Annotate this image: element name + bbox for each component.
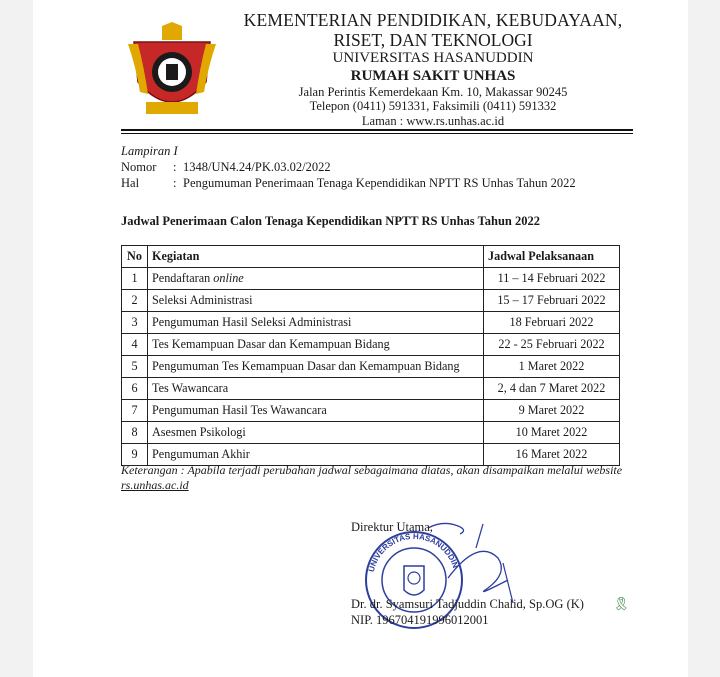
phone-fax: Telepon (0411) 591331, Faksimili (0411) 591332 <box>309 99 557 114</box>
table-row <box>122 312 620 334</box>
letter-meta <box>121 143 576 191</box>
table-row <box>122 290 620 312</box>
stamp-text: UNIVERSITAS HASANUDDIN <box>366 531 461 573</box>
table-row <box>122 400 620 422</box>
header-divider-thin <box>121 133 633 134</box>
row-kegiatan-italic: online <box>213 271 244 286</box>
website-link[interactable]: rs.unhas.ac.id <box>121 478 189 492</box>
hospital-name: RUMAH SAKIT UNHAS <box>350 67 516 84</box>
schedule-table <box>121 245 620 466</box>
unhas-crest-icon <box>126 22 218 122</box>
signatory-nip: NIP. 196704191996012001 <box>351 613 489 627</box>
note <box>121 463 626 493</box>
row-no: 1 <box>122 268 148 290</box>
row-kegiatan: Tes Wawancara <box>148 378 484 400</box>
nomor-colon: : <box>173 160 177 174</box>
row-jadwal: 22 - 25 Februari 2022 <box>484 334 620 356</box>
ministry-name-cont: RISET, DAN TEKNOLOGI <box>333 30 533 51</box>
row-kegiatan: Pengumuman Hasil Seleksi Administrasi <box>148 312 484 334</box>
row-jadwal: 9 Maret 2022 <box>484 400 620 422</box>
row-jadwal: 2, 4 dan 7 Maret 2022 <box>484 378 620 400</box>
signatory-name: Dr. dr. Syamsuri Tadjuddin Chalid, Sp.OG (K) <box>351 597 584 611</box>
row-no: 7 <box>122 400 148 422</box>
row-jadwal: 11 – 14 Februari 2022 <box>484 268 620 290</box>
table-header-row <box>122 246 620 268</box>
nomor-row <box>121 159 576 175</box>
row-kegiatan: Pengumuman Akhir <box>148 444 484 466</box>
row-kegiatan: Asesmen Psikologi <box>148 422 484 444</box>
header-divider-thick <box>121 129 633 131</box>
row-no: 5 <box>122 356 148 378</box>
note-text: Keterangan : Apabila terjadi perubahan jadwal sebagaimana diatas, akan disampaikan melalui website <box>121 463 623 477</box>
row-jadwal: 16 Maret 2022 <box>484 444 620 466</box>
row-kegiatan: Pengumuman Hasil Tes Wawancara <box>148 400 484 422</box>
row-jadwal: 18 Februari 2022 <box>484 312 620 334</box>
table-row <box>122 334 620 356</box>
hal-row <box>121 175 576 191</box>
ministry-name: KEMENTERIAN PENDIDIKAN, KEBUDAYAAN, <box>243 10 623 30</box>
hal-value: Pengumuman Penerimaan Tenaga Kependidikan NPTT RS Unhas Tahun 2022 <box>183 176 576 190</box>
row-jadwal: 10 Maret 2022 <box>484 422 620 444</box>
row-kegiatan <box>148 268 484 290</box>
letterhead <box>223 10 643 128</box>
attachment-label: Lampiran I <box>121 144 178 158</box>
row-no: 4 <box>122 334 148 356</box>
row-no: 8 <box>122 422 148 444</box>
row-no: 9 <box>122 444 148 466</box>
row-kegiatan: Pengumuman Tes Kemampuan Dasar dan Kemampuan Bidang <box>148 356 484 378</box>
row-no: 2 <box>122 290 148 312</box>
row-no: 6 <box>122 378 148 400</box>
schedule-title: Jadwal Penerimaan Calon Tenaga Kependidikan NPTT RS Unhas Tahun 2022 <box>121 214 540 228</box>
ribbon-icon: 🎗 <box>613 596 630 611</box>
table-row <box>122 378 620 400</box>
hal-label: Hal <box>121 176 140 190</box>
header-kegiatan: Kegiatan <box>148 246 484 268</box>
nomor-label: Nomor <box>121 160 157 174</box>
hal-colon: : <box>173 176 177 190</box>
letter-page <box>33 0 688 677</box>
university-name: UNIVERSITAS HASANUDDIN <box>332 50 534 67</box>
row-kegiatan-text: Pendaftaran <box>152 271 211 286</box>
row-kegiatan: Tes Kemampuan Dasar dan Kemampuan Bidang <box>148 334 484 356</box>
address: Jalan Perintis Kemerdekaan Km. 10, Makassar 90245 <box>298 84 568 99</box>
header-jadwal: Jadwal Pelaksanaan <box>484 246 620 268</box>
signatory-position: Direktur Utama, <box>351 520 433 534</box>
row-kegiatan: Seleksi Administrasi <box>148 290 484 312</box>
row-jadwal: 1 Maret 2022 <box>484 356 620 378</box>
website: Laman : www.rs.unhas.ac.id <box>361 113 505 128</box>
header-no: No <box>122 246 148 268</box>
table-row <box>122 356 620 378</box>
table-row <box>122 422 620 444</box>
nomor-value: 1348/UN4.24/PK.03.02/2022 <box>183 160 331 174</box>
row-jadwal: 15 – 17 Februari 2022 <box>484 290 620 312</box>
table-row <box>122 268 620 290</box>
row-no: 3 <box>122 312 148 334</box>
